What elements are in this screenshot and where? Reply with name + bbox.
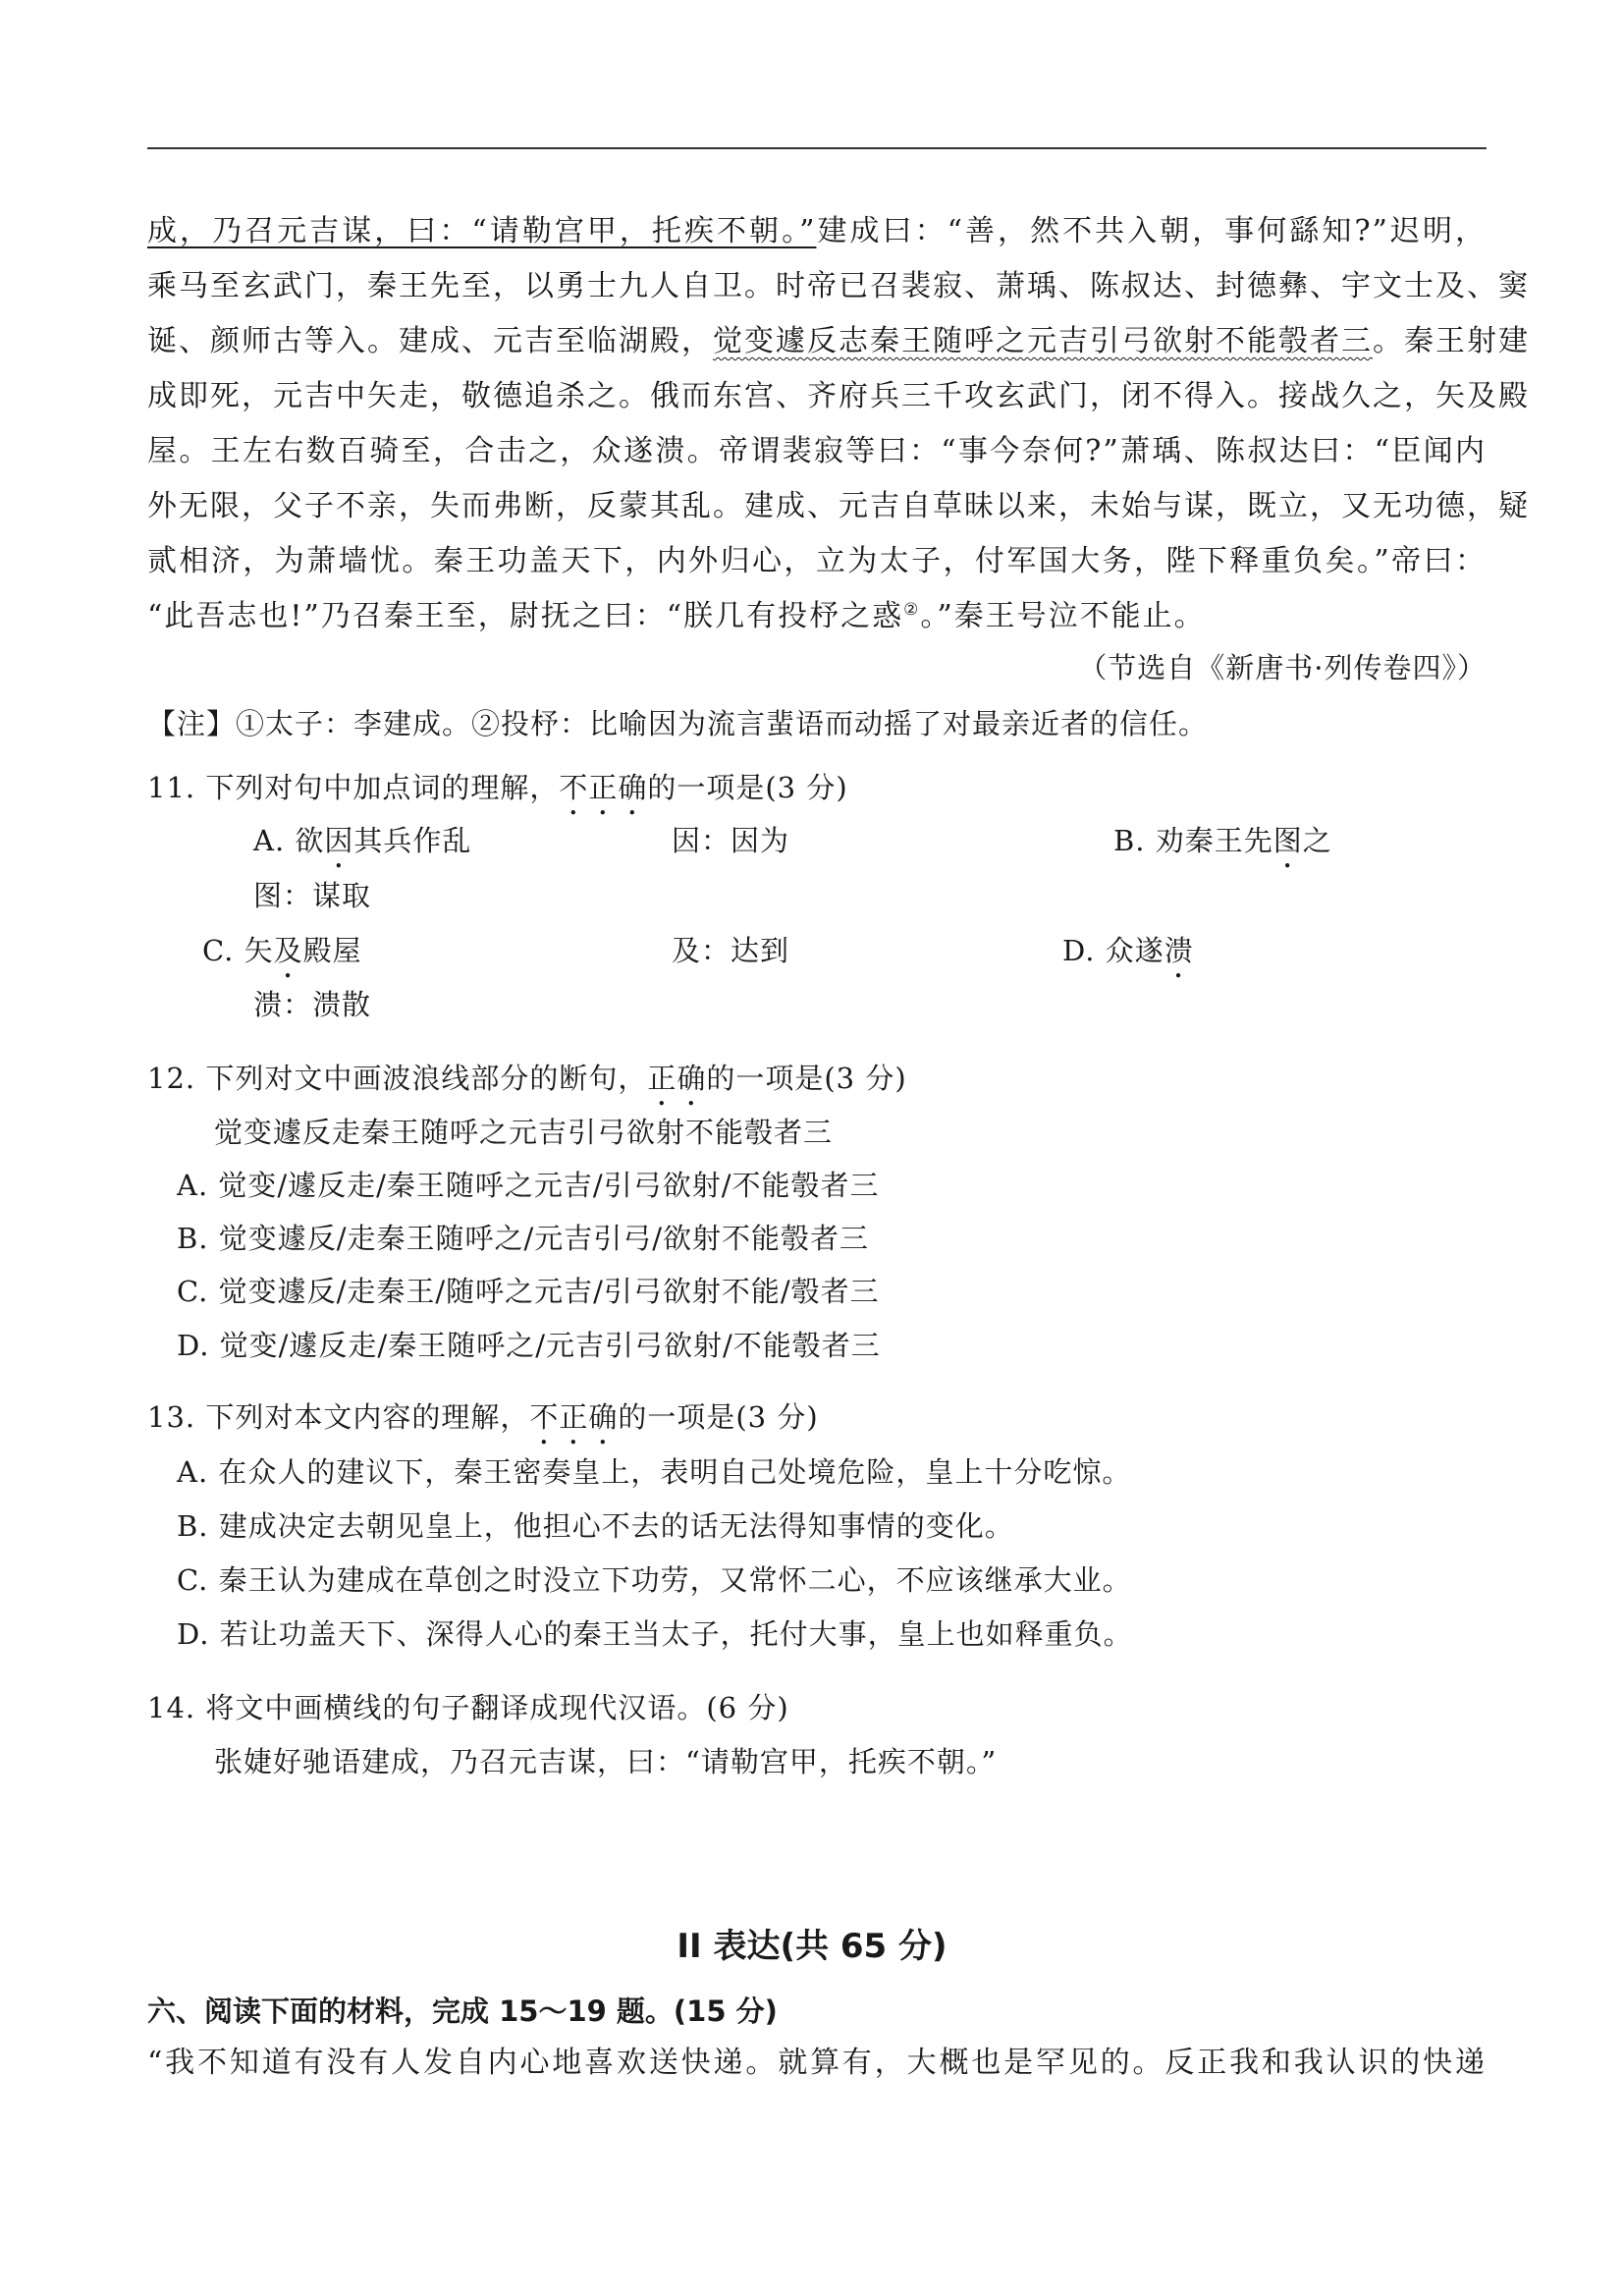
passage-segment: 成即死，元吉中矢走，敬德追杀之。俄而东宫、齐府兵三千攻玄武门，闭不得入。接战久之，矢及殿 [147, 379, 1530, 413]
q13-option-b: B. 建成决定去朝见皇上，他担心不去的话无法得知事情的变化。 [177, 1509, 1014, 1543]
q11-option-d: D. 众遂溃 [1062, 934, 1194, 967]
section-title: II 表达(共 65 分) [677, 1927, 947, 1966]
q13-option-c: C. 秦王认为建成在草创之时没立下功劳，又常怀二心，不应该继承大业。 [177, 1563, 1132, 1597]
q11-option-b-meaning: 图：谋取 [253, 879, 372, 912]
passage-segment: 。秦王射建 [1373, 324, 1530, 358]
passage-segment: 外无限，父子不亲，失而弗断，反蒙其乱。建成、元吉自草昧以来，未始与谋，既立，又无功德，疑 [147, 489, 1530, 523]
section-heading: 六、阅读下面的材料，完成 15～19 题。(15 分) [147, 1994, 778, 2028]
q13-option-d: D. 若让功盖天下、深得人心的秦王当太子，托付大事，皇上也如释重负。 [177, 1617, 1133, 1651]
passage-line [147, 479, 1530, 534]
passage-segment: 贰相济，为萧墙忧。秦王功盖天下，内外归心，立为太子，付军国大务，陛下释重负矣。”帝曰： [147, 544, 1487, 578]
stem-text: 11. 下列对句中加点词的理解， [147, 771, 560, 804]
underlined-sentence: 成，乃召元吉谋，曰：“请勒宫甲，托疾不朝。” [147, 214, 817, 248]
q12-option-a: A. 觉变/遽反走/秦王随呼之元吉/引弓欲射/不能彀者三 [177, 1169, 880, 1202]
q14-sentence: 张婕好驰语建成，乃召元吉谋，曰：“请勒宫甲，托疾不朝。” [214, 1745, 998, 1778]
passage-line [147, 259, 1530, 314]
question-11-stem [147, 768, 848, 822]
q11-option-a: A. 欲因其兵作乱 [253, 824, 472, 857]
material-first-line: “我不知道有没有人发自内心地喜欢送快递。就算有，大概也是罕见的。反正我和我认识的快递 [147, 2046, 1487, 2080]
q13-option-a: A. 在众人的建议下，秦王密奏皇上，表明自己处境危险，皇上十分吃惊。 [177, 1455, 1132, 1489]
stem-tail: 的一项是(3 分) [647, 771, 848, 804]
question-13-stem: 13. 下列对本文内容的理解，不正确的一项是(3 分) [147, 1400, 819, 1434]
passage-line [147, 589, 1487, 644]
question-14-stem: 14. 将文中画横线的句子翻译成现代汉语。(6 分) [147, 1691, 789, 1724]
stem-emphasis: 不正确 [559, 771, 648, 804]
q11-option-d-meaning: 溃：溃散 [253, 988, 372, 1021]
passage-segment: 建成曰：“善，然不共入朝，事何繇知?”迟明， [816, 214, 1487, 248]
passage-segment: 乘马至玄武门，秦王先至，以勇士九人自卫。时帝已召裴寂、萧瑀、陈叔达、封德彝、宇文士及、窦 [147, 269, 1530, 303]
passage-text [147, 204, 1530, 644]
q12-option-c: C. 觉变遽反/走秦王/随呼之元吉/引弓欲射不能/彀者三 [177, 1275, 880, 1308]
passage-segment: 诞、颜师古等入。建成、元吉至临湖殿， [147, 324, 713, 358]
q12-option-d: D. 觉变/遽反走/秦王随呼之/元吉引弓欲射/不能彀者三 [177, 1329, 881, 1362]
passage-source: （节选自《新唐书·列传卷四》） [1078, 651, 1487, 684]
passage-segment: “此吾志也!”乃召秦王至，尉抚之曰：“朕几有投杼之惑 [147, 599, 904, 633]
passage-line [147, 534, 1487, 589]
q12-sentence: 觉变遽反走秦王随呼之元吉引弓欲射不能彀者三 [214, 1116, 834, 1149]
passage-line [147, 424, 1487, 479]
passage-line [147, 204, 1487, 259]
q12-option-b: B. 觉变遽反/走秦王随呼之/元吉引弓/欲射不能彀者三 [177, 1222, 870, 1255]
passage-segment: 屋。王左右数百骑至，合击之，众遂溃。帝谓裴寂等曰：“事今奈何?”萧瑀、陈叔达曰：“臣闻内 [147, 434, 1487, 468]
footnote-mark: ② [903, 600, 921, 620]
q11-option-c: C. 矢及殿屋 [202, 934, 362, 967]
wavy-underlined-sentence: 觉变遽反志秦王随呼之元吉引弓欲射不能彀者三 [713, 324, 1373, 358]
question-12-stem: 12. 下列对文中画波浪线部分的断句，正确的一项是(3 分) [147, 1062, 907, 1095]
passage-note: 【注】①太子：李建成。②投杼：比喻因为流言蜚语而动摇了对最亲近者的信任。 [147, 707, 1209, 740]
q11-option-c-meaning: 及：达到 [672, 934, 790, 967]
header-rule [147, 147, 1487, 149]
passage-line [147, 369, 1530, 424]
passage-line [147, 314, 1530, 369]
q11-option-b: B. 劝秦王先图之 [1113, 824, 1332, 857]
q11-option-a-meaning: 因：因为 [672, 824, 790, 857]
passage-segment: 。”秦王号泣不能止。 [920, 599, 1206, 633]
